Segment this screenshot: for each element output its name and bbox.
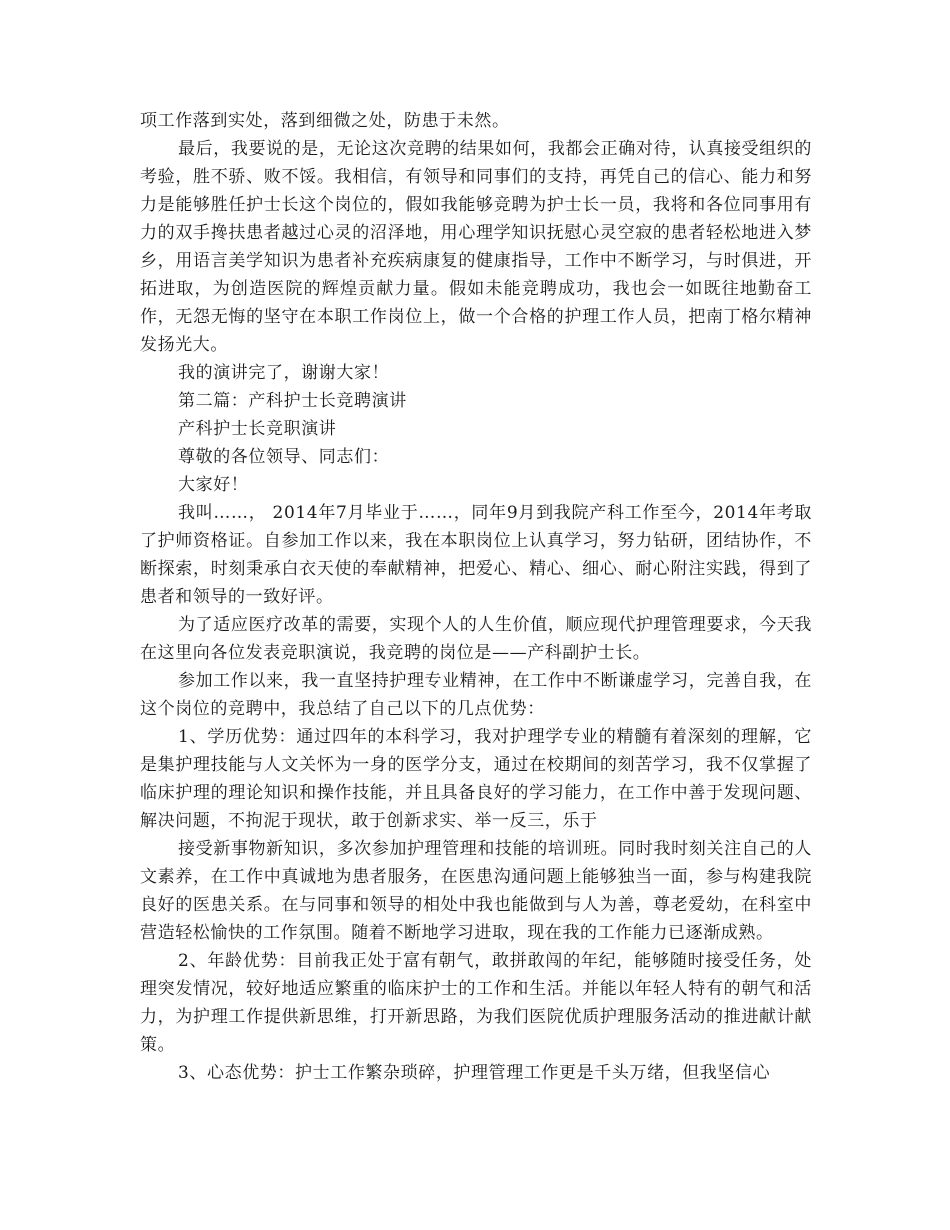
section-heading: 第二篇：产科护士长竞聘演讲 (178, 391, 407, 411)
paragraph: 我的演讲完了，谢谢大家！ (178, 363, 390, 383)
paragraph: 参加工作以来，我一直坚持护理专业精神，在工作中不断谦虚学习，完善自我，在这个岗位的竞聘中，我总结了自己以下的几点优势： (140, 671, 812, 719)
list-item: 1、学历优势：通过四年的本科学习，我对护理学专业的精髓有着深刻的理解，它是集护理技能与人文关怀为一身的医学分支，通过在校期间的刻苦学习，我不仅掌握了临床护理的理论知识和操作技能，并且具备良好的学习能力，在工作中善于发现问题、解决问题，不拘泥于现状，敢于创新求实、举一反三，乐于 (140, 727, 812, 831)
greeting: 大家好！ (178, 475, 249, 495)
paragraph: 最后，我要说的是，无论这次竞聘的结果如何，我都会正确对待，认真接受组织的考验，胜不骄、败不馁。我相信，有领导和同事们的支持，再凭自己的信心、能力和努力是能够胜任护士长这个岗位的，假如我能够竞聘为护士长一员，我将和各位同事用有力的双手搀扶患者越过心灵的沼泽地，用心理学知识抚慰心灵空寂的患者轻松地进入梦乡，用语言美学知识为患者补充疾病康复的健康指导，工作中不断学习，与时俱进，开拓进取，为创造医院的辉煌贡献力量。假如未能竞聘成功，我也会一如既往地勤奋工作，无怨无悔的坚守在本职工作岗位上，做一个合格的护理工作人员，把南丁格尔精神发扬光大。 (140, 139, 812, 355)
list-item: 3、心态优势：护士工作繁杂琐碎，护理管理工作更是千头万绪，但我坚信心 (178, 1063, 771, 1083)
salutation: 尊敬的各位领导、同志们： (178, 447, 390, 467)
document-body (140, 107, 812, 1087)
paragraph: 为了适应医疗改革的需要，实现个人的人生价值，顺应现代护理管理要求，今天我在这里向各位发表竞职演说，我竞聘的岗位是——产科副护士长。 (140, 615, 812, 663)
speech-title: 产科护士长竞职演讲 (178, 419, 337, 439)
paragraph: 项工作落到实处，落到细微之处，防患于未然。 (140, 111, 510, 131)
paragraph: 接受新事物新知识，多次参加护理管理和技能的培训班。同时我时刻关注自己的人文素养，在工作中真诚地为患者服务，在医患沟通问题上能够独当一面，参与构建我院良好的医患关系。在与同事和领导的相处中我也能做到与人为善，尊老爱幼，在科室中营造轻松愉快的工作氛围。随着不断地学习进取，现在我的工作能力已逐渐成熟。 (140, 839, 812, 943)
list-item: 2、年龄优势：目前我正处于富有朝气，敢拼敢闯的年纪，能够随时接受任务，处理突发情况，较好地适应繁重的临床护士的工作和生活。并能以年轻人特有的朝气和活力，为护理工作提供新思维，打开新思路，为我们医院优质护理服务活动的推进献计献策。 (140, 951, 812, 1055)
paragraph: 我叫……， 2014年7月毕业于……，同年9月到我院产科工作至今，2014年考取了护师资格证。自参加工作以来，我在本职岗位上认真学习，努力钻研，团结协作，不断探索，时刻秉承白衣天使的奉献精神，把爱心、精心、细心、耐心附注实践，得到了患者和领导的一致好评。 (140, 503, 812, 607)
